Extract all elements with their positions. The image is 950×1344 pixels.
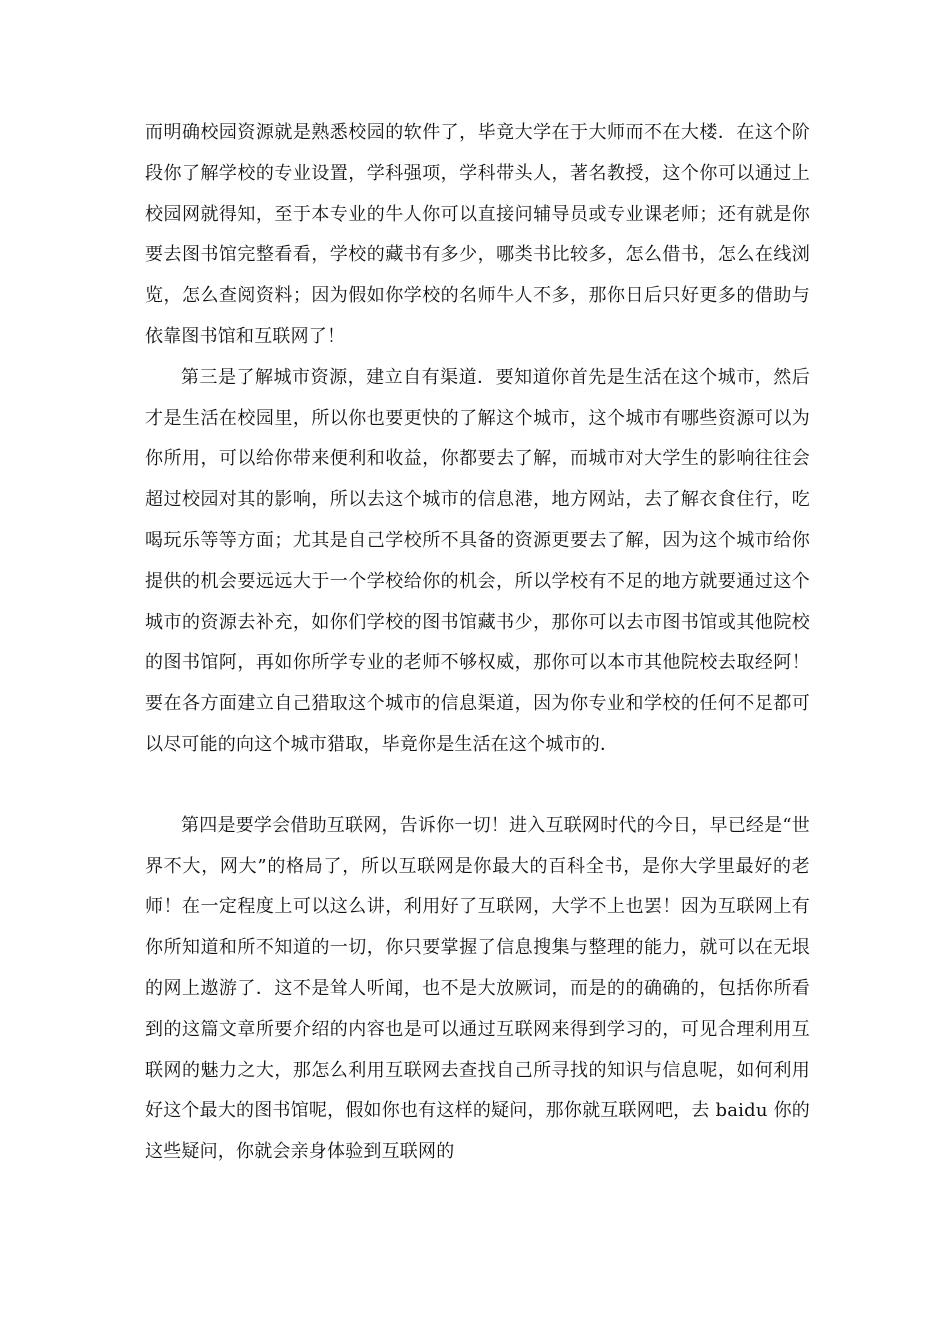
paragraph-campus-resources: 而明确校园资源就是熟悉校园的软件了，毕竟大学在于大师而不在大楼．在这个阶段你了解学校的专业设置，学科强项，学科带头人，著名教授，这个你可以通过上校园网就得知，至于本专业的牛人你可以直接问辅导员或专业课老师；还有就是你要去图书馆完整看看，学校的藏书有多少，哪类书比较多，怎么借书，怎么在线浏览，怎么查阅资料；因为假如你学校的名师牛人不多，那你日后只好更多的借助与依靠图书馆和互联网了！: [145, 122, 810, 347]
paragraph-spacer: [145, 766, 810, 806]
document-body: [145, 113, 810, 1173]
paragraph-internet: 第四是要学会借助互联网，告诉你一切！进入互联网时代的今日，早已经是“世界不大，网大”的格局了，所以互联网是你最大的百科全书，是你大学里最好的老师！在一定程度上可以这么讲，利用好了互联网，大学不上也罢！因为互联网上有你所知道和所不知道的一切，你只要掌握了信息搜集与整理的能力，就可以在无垠的网上遨游了．这不是耸人听闻，也不是大放厥词，而是的的确确的，包括你所看到的这篇文章所要介绍的内容也是可以通过互联网来得到学习的，可见合理利用互联网的魅力之大，那怎么利用互联网去查找自己所寻找的知识与信息呢，如何利用好这个最大的图书馆呢，假如你也有这样的疑问，那你就互联网吧，去 baidu 你的这些疑问，你就会亲身体验到互联网的: [145, 814, 810, 1163]
paragraph-city-resources: 第三是了解城市资源，建立自有渠道．要知道你首先是生活在这个城市，然后才是生活在校园里，所以你也要更快的了解这个城市，这个城市有哪些资源可以为你所用，可以给你带来便利和收益，你都要去了解，而城市对大学生的影响往往会超过校园对其的影响，所以去这个城市的信息港，地方网站，去了解衣食住行，吃喝玩乐等等方面；尤其是自己学校所不具备的资源更要去了解，因为这个城市给你提供的机会要远远大于一个学校给你的机会，所以学校有不足的地方就要通过这个城市的资源去补充，如你们学校的图书馆藏书少，那你可以去市图书馆或其他院校的图书馆阿，再如你所学专业的老师不够权威，那你可以本市其他院校去取经阿！要在各方面建立自己猎取这个城市的信息渠道，因为你专业和学校的任何不足都可以尽可能的向这个城市猎取，毕竟你是生活在这个城市的．: [145, 366, 810, 755]
